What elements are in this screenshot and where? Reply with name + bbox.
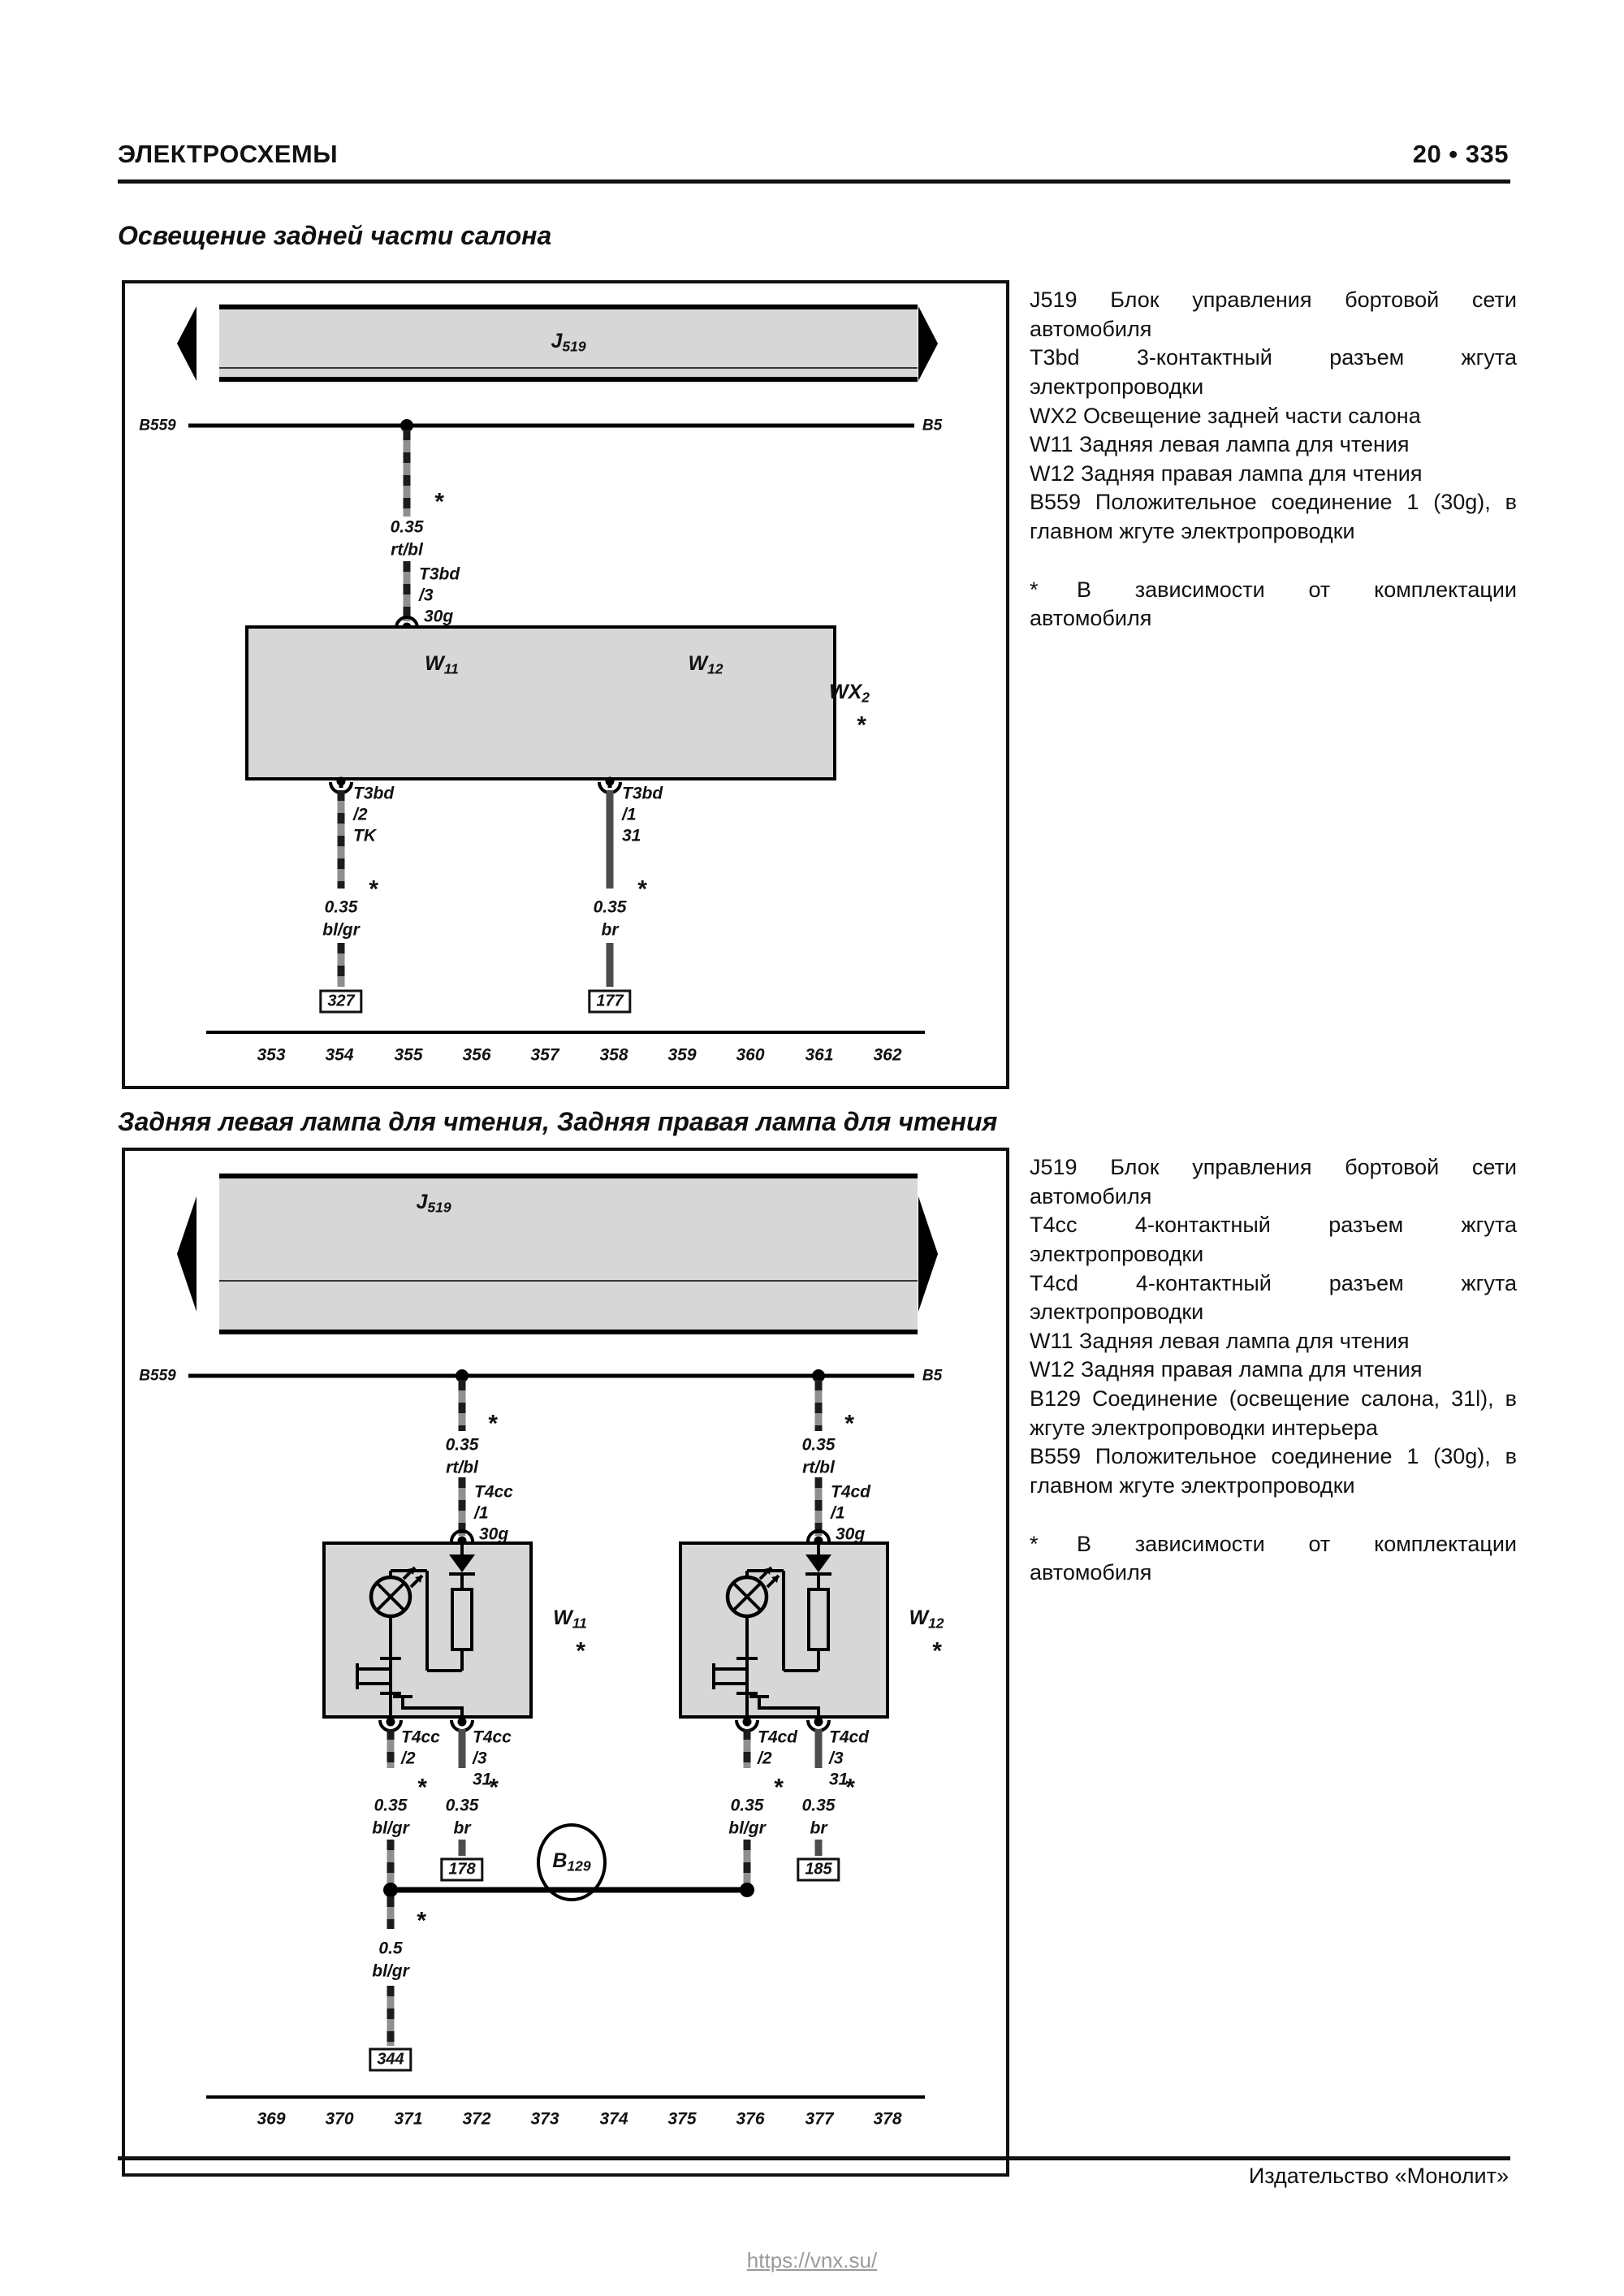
connector-pin-label: 30g bbox=[479, 1524, 509, 1544]
diagram2-frame bbox=[122, 1148, 1009, 2177]
wire-size-color-label: 0.35 bbox=[801, 1796, 836, 1815]
diagram1-frame bbox=[122, 280, 1009, 1089]
wire-size-color-label: br bbox=[453, 1818, 471, 1838]
asterisk: * bbox=[1030, 577, 1039, 602]
connector-pin-label: /2 bbox=[353, 805, 368, 824]
connector-pin-label: /3 bbox=[829, 1749, 844, 1768]
diagram1-title: Освещение задней части салона bbox=[118, 221, 552, 250]
wire-size-color-label: 0.35 bbox=[390, 517, 424, 537]
component-label: $WX_2$ bbox=[828, 681, 870, 706]
connector-pin-label: 31 bbox=[829, 1770, 849, 1789]
legend-item: W12 Задняя правая лампа для чтения bbox=[1030, 460, 1423, 486]
component-label: $W_{12}$ bbox=[909, 1606, 944, 1632]
track-number: 354 bbox=[325, 1045, 354, 1065]
track-number: 359 bbox=[667, 1045, 697, 1065]
component-label: $J_{519}$ bbox=[551, 330, 586, 355]
resistor-icon bbox=[452, 1589, 472, 1650]
wire-size-color-label: 0.35 bbox=[374, 1796, 408, 1815]
legend-note bbox=[1030, 1530, 1517, 1588]
connector-pin-label: /3 bbox=[473, 1749, 487, 1768]
track-number: 376 bbox=[736, 2109, 765, 2129]
connector-pin-label: /1 bbox=[831, 1503, 845, 1523]
variant-asterisk: * bbox=[856, 711, 866, 739]
legend-item: T3bd 3-контактный разъем жгута электропроводки bbox=[1030, 345, 1517, 399]
diagram2-legend bbox=[1030, 1153, 1517, 1588]
wire-size-color-label: 0.35 bbox=[730, 1796, 764, 1815]
connector-pin-label: T4cc bbox=[473, 1727, 512, 1747]
legend-item: T4cc 4-контактный разъем жгута электропроводки bbox=[1030, 1213, 1517, 1266]
wire-size-color-label: br bbox=[810, 1818, 827, 1838]
connector-pin-label: /3 bbox=[419, 586, 434, 605]
source-url-link[interactable]: https://vnx.su/ bbox=[746, 2248, 878, 2272]
connector-pin-label: T4cc bbox=[474, 1482, 513, 1502]
variant-asterisk: * bbox=[488, 1774, 498, 1801]
connector-pin-label: /2 bbox=[401, 1749, 416, 1768]
left-arrow-icon bbox=[177, 306, 197, 381]
publisher-credit: Издательство «Монолит» bbox=[1248, 2164, 1509, 2188]
variant-asterisk: * bbox=[637, 876, 646, 903]
track-number: 372 bbox=[462, 2109, 491, 2129]
component-label: $W_{11}$ bbox=[425, 652, 459, 677]
bus-label: B559 bbox=[139, 1367, 176, 1385]
track-number: 375 bbox=[667, 2109, 697, 2129]
note-text: В зависимости от комплектации автомобиля bbox=[1030, 1531, 1517, 1585]
wire-size-color-label: rt/bl bbox=[446, 1458, 478, 1477]
wire-size-color-label: bl/gr bbox=[372, 1818, 409, 1838]
component-label: $J_{519}$ bbox=[416, 1191, 451, 1216]
connector-pin-label: T3bd bbox=[419, 564, 460, 584]
legend-item: T4cd 4-контактный разъем жгута электропроводки bbox=[1030, 1270, 1517, 1325]
current-track-terminal: 177 bbox=[588, 990, 631, 1014]
variant-asterisk: * bbox=[487, 1410, 497, 1438]
variant-asterisk: * bbox=[575, 1637, 585, 1665]
variant-asterisk: * bbox=[773, 1774, 783, 1801]
connector-pin-label: T4cd bbox=[829, 1727, 870, 1747]
legend-item: J519 Блок управления бортовой сети автомобиля bbox=[1030, 288, 1517, 341]
track-number: 378 bbox=[873, 2109, 902, 2129]
legend-item: J519 Блок управления бортовой сети автомобиля bbox=[1030, 1155, 1517, 1209]
legend-note bbox=[1030, 576, 1517, 633]
variant-asterisk: * bbox=[416, 1907, 425, 1935]
junction-dot bbox=[740, 1883, 754, 1897]
track-number: 374 bbox=[599, 2109, 628, 2129]
header-rule bbox=[118, 179, 1510, 184]
connector-pin-label: T4cd bbox=[831, 1482, 871, 1502]
connector-pin-label: TK bbox=[353, 826, 376, 845]
right-arrow-icon bbox=[918, 306, 938, 381]
wire-size-color-label: 0.35 bbox=[445, 1796, 479, 1815]
left-arrow-icon bbox=[177, 1196, 197, 1312]
track-number: 358 bbox=[599, 1045, 628, 1065]
connector-pin-label: /1 bbox=[474, 1503, 489, 1523]
bus-label: B5 bbox=[922, 1367, 943, 1385]
wire-size-color-label: 0.35 bbox=[445, 1435, 479, 1455]
bus-label: B5 bbox=[922, 417, 943, 435]
track-number: 361 bbox=[805, 1045, 834, 1065]
track-number: 373 bbox=[530, 2109, 559, 2129]
track-number: 355 bbox=[394, 1045, 423, 1065]
connector-pin-label: T3bd bbox=[622, 784, 663, 803]
page-header: ЭЛЕКТРОСХЕМЫ bbox=[118, 140, 339, 168]
track-number: 362 bbox=[873, 1045, 902, 1065]
variant-asterisk: * bbox=[844, 1410, 853, 1438]
component-label: $W_{11}$ bbox=[553, 1606, 587, 1632]
footer-rule bbox=[118, 2156, 1510, 2160]
wire-size-color-label: rt/bl bbox=[802, 1458, 835, 1477]
wire-size-color-label: bl/gr bbox=[372, 1961, 409, 1981]
diagram2-title: Задняя левая лампа для чтения, Задняя правая лампа для чтения bbox=[118, 1107, 998, 1136]
diagram1-legend bbox=[1030, 286, 1517, 633]
variant-asterisk: * bbox=[434, 488, 443, 516]
legend-item: B559 Положительное соединение 1 (30g), в главном жгуте электропроводки bbox=[1030, 490, 1517, 543]
page-number: 20 • 335 bbox=[1412, 140, 1509, 168]
variant-asterisk: * bbox=[931, 1637, 941, 1665]
right-arrow-icon bbox=[918, 1196, 938, 1312]
track-number: 369 bbox=[257, 2109, 286, 2129]
connector-pin-label: /1 bbox=[622, 805, 637, 824]
wire-size-color-label: 0.35 bbox=[801, 1435, 836, 1455]
current-track-terminal: 178 bbox=[440, 1858, 483, 1882]
legend-item: W11 Задняя левая лампа для чтения bbox=[1030, 1328, 1410, 1353]
wire-size-color-label: 0.35 bbox=[593, 897, 627, 917]
connector-pin-label: 30g bbox=[836, 1524, 866, 1544]
wire-size-color-label: 0.35 bbox=[324, 897, 358, 917]
wire-size-color-label: bl/gr bbox=[728, 1818, 766, 1838]
lamp-unit-box bbox=[247, 627, 835, 779]
connector-pin-label: 30g bbox=[424, 607, 454, 626]
track-number: 357 bbox=[530, 1045, 559, 1065]
asterisk: * bbox=[1030, 1531, 1039, 1556]
wire-size-color-label: 0.5 bbox=[378, 1939, 403, 1958]
connector-pin-label: T4cd bbox=[758, 1727, 798, 1747]
resistor-icon bbox=[809, 1589, 828, 1650]
current-track-terminal: 327 bbox=[319, 990, 362, 1014]
legend-item: B559 Положительное соединение 1 (30g), в главном жгуте электропроводки bbox=[1030, 1444, 1517, 1498]
diagram2-graphics bbox=[125, 1151, 1006, 2173]
component-label: $B_{129}$ bbox=[552, 1849, 591, 1874]
current-track-terminal: 185 bbox=[797, 1858, 840, 1882]
legend-item: B129 Соединение (освещение салона, 31l), в жгуте электропроводки интерьера bbox=[1030, 1386, 1517, 1440]
track-number: 370 bbox=[325, 2109, 354, 2129]
legend-item: W11 Задняя левая лампа для чтения bbox=[1030, 432, 1410, 457]
legend-item: W12 Задняя правая лампа для чтения bbox=[1030, 1357, 1423, 1382]
track-number: 353 bbox=[257, 1045, 286, 1065]
source-url bbox=[0, 2248, 1624, 2273]
junction-dot bbox=[383, 1883, 398, 1897]
variant-asterisk: * bbox=[417, 1774, 426, 1801]
control-unit-box bbox=[219, 1173, 918, 1334]
current-track-terminal: 344 bbox=[369, 2048, 412, 2072]
track-number: 356 bbox=[462, 1045, 491, 1065]
connector-pin-label: T4cc bbox=[401, 1727, 440, 1747]
note-text: В зависимости от комплектации автомобиля bbox=[1030, 577, 1517, 631]
variant-asterisk: * bbox=[368, 876, 378, 903]
track-number: 360 bbox=[736, 1045, 765, 1065]
wire-size-color-label: rt/bl bbox=[391, 540, 423, 560]
connector-pin-label: T3bd bbox=[353, 784, 395, 803]
diagram1-graphics bbox=[125, 283, 1006, 1086]
track-number: 371 bbox=[394, 2109, 423, 2129]
wire-size-color-label: br bbox=[601, 920, 619, 940]
connector-pin-label: 31 bbox=[473, 1770, 492, 1789]
component-label: $W_{12}$ bbox=[688, 652, 723, 677]
bus-label: B559 bbox=[139, 417, 176, 435]
connector-pin-label: /2 bbox=[758, 1749, 772, 1768]
connector-pin-label: 31 bbox=[622, 826, 641, 845]
wire-size-color-label: bl/gr bbox=[322, 920, 360, 940]
legend-item: WX2 Освещение задней части салона bbox=[1030, 403, 1421, 428]
track-number: 377 bbox=[805, 2109, 834, 2129]
variant-asterisk: * bbox=[844, 1774, 854, 1801]
